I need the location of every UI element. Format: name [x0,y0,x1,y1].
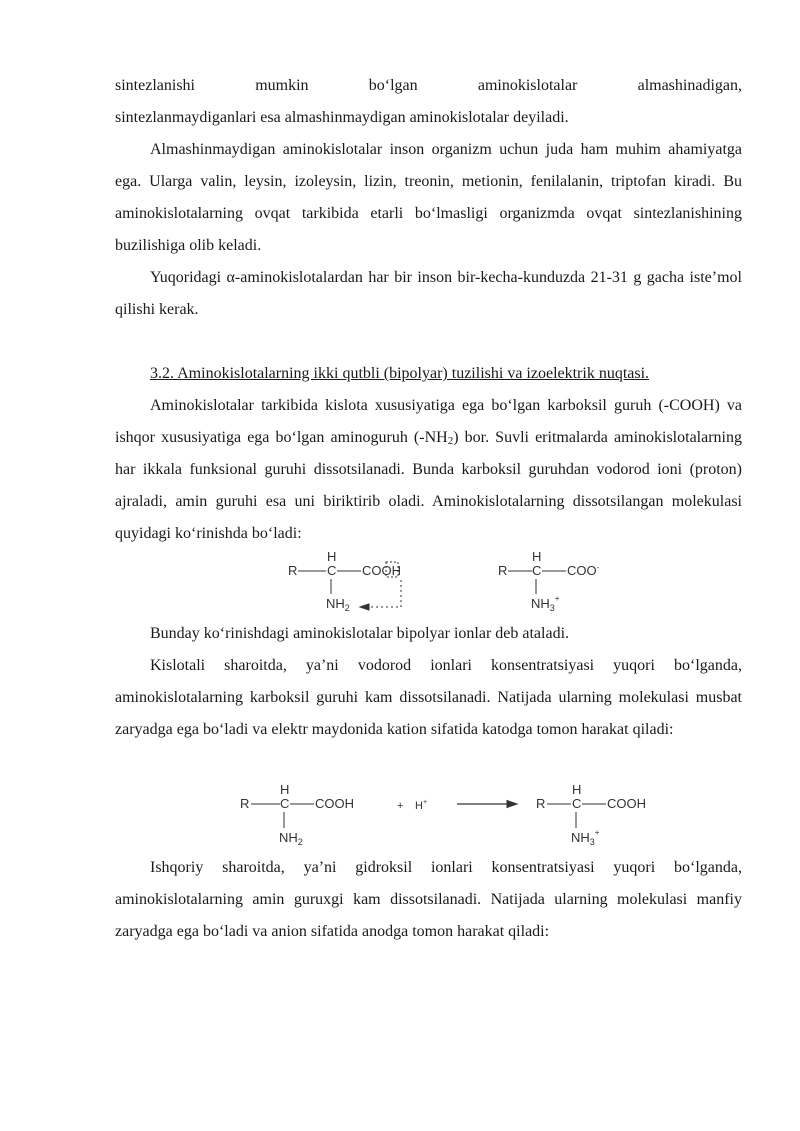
section-number: 3.2. [150,365,178,382]
formula-h-label: H [532,552,542,564]
formula-c-label: C [572,796,582,811]
formula-r-label: R [288,563,298,578]
formula-c-label: C [532,563,542,578]
formula-ammonium-label: $NH_3^+$ [531,594,560,612]
formula-h-label: H [327,552,337,564]
reaction-arrow-icon [507,801,517,808]
formula-carboxyl-label: COOH [607,796,646,811]
formula-amine-label: $NH_2$ [279,830,303,847]
formula-amine-label: $NH_2$ [326,596,350,612]
paragraph-1-line-2: sintezlanmaydiganlari esa almashinmaydigan aminokislotalar deyiladi. [115,109,569,126]
cation-reaction-formula [115,756,742,852]
paragraph-alkaline-conditions: Ishqoriy sharoitda, yaʼni gidroksil ionlari konsentratsiyasi yuqori boʻlganda, aminokislotalarning amin guruxgi kam dissotsilanadi. Natijada ularning molekulasi manfiy zaryadga ega boʻladi va anion sifatida anodga tomon harakat qiladi: [115,859,742,940]
section-heading [115,358,742,390]
formula-carboxylate-label: COO- [567,563,600,578]
paragraph-1-line-1: sintezlanishi mumkin boʻlgan aminokislotalar almashinadigan, [115,77,742,94]
bipolar-ion-svg [115,552,742,612]
cation-reaction-svg [115,756,742,852]
formula-r-label: R [498,563,508,578]
formula-r-label: R [240,796,250,811]
formula-h-label: H [280,782,290,797]
formula-carboxyl-label: COOH [362,563,402,578]
proton-transfer-arrow [369,580,401,607]
formula-h-label: H [572,782,582,797]
arrow-head-icon [360,604,369,610]
document-page [115,70,742,948]
paragraph-acidic-conditions: Kislotali sharoitda, yaʼni vodorod ionlari konsentratsiyasi yuqori boʻlganda, aminokislotalarning karboksil guruhi kam dissotsilanadi. Natijada ularning molekulasi musbat zaryadga ega boʻladi va elektr maydonida kation sifatida katodga tomon harakat qiladi: [115,657,742,738]
section-title: Aminokislotalarning ikki qutbli (bipolyar) tuzilishi va izoelektrik nuqtasi. [177,365,650,382]
proton-reagent-label: H+ [415,799,428,812]
formula-r-label: R [536,796,546,811]
formula-c-label: C [280,796,290,811]
plus-sign: + [397,800,404,812]
paragraph-daily-intake: Yuqoridagi α-aminokislotalardan har bir inson bir-kecha-kunduzda 21-31 g gacha isteʼmol qilishi kerak. [115,269,742,318]
paragraph-functional-groups: Aminokislotalar tarkibida kislota xususiyatiga ega boʻlgan karboksil guruh (-COOH) va ishqor xususiyatiga ega boʻlgan aminoguruh (-NH2) bor. Suvli eritmalarda aminokislotalarning har ikkala funksional guruhi dissotsilanadi. Bunda karboksil guruhdan vodorod ioni (proton) ajraladi, amin guruhi esa uni biriktirib oladi. Aminokislotalarning dissotsilangan molekulasi quyidagi koʻrinishda boʻladi: [115,397,742,542]
formula-c-label: C [327,563,337,578]
bipolar-ion-formula [115,552,742,612]
paragraph-bipolar-ions: Bunday koʻrinishdagi aminokislotalar bipolyar ionlar deb ataladi. [150,625,570,642]
paragraph-essential-amino-acids: Almashinmaydigan aminokislotalar inson organizm uchun juda ham muhim ahamiyatga ega. Ularga valin, leysin, izoleysin, lizin, treonin, metionin, fenilalanin, triptofan kiradi. Bu aminokislotalarning ovqat tarkibida etarli boʻlmasligi organizmda ovqat sintezlanishining buzilishiga olib keladi. [115,141,742,254]
formula-ammonium-label: $NH_3^+$ [571,828,600,847]
formula-carboxyl-label: COOH [315,796,354,811]
